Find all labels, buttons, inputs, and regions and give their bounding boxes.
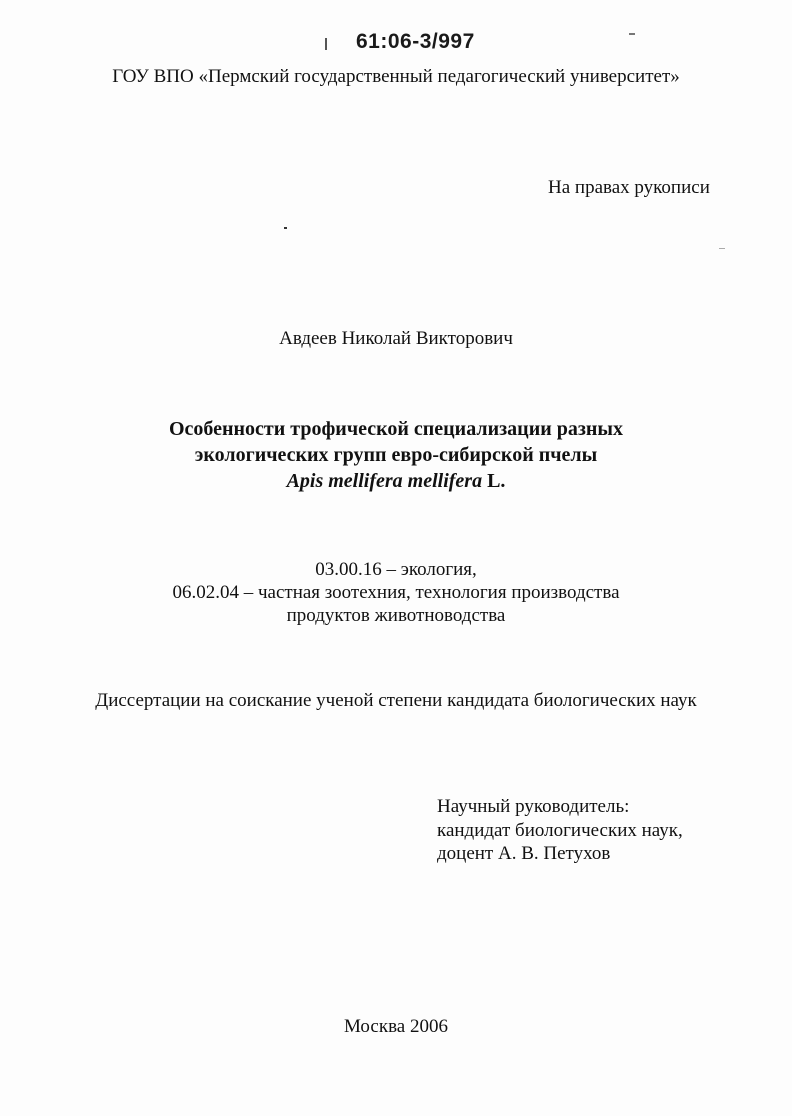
scan-artifact-dot: [284, 227, 287, 229]
rights-note: На правах рукописи: [548, 177, 710, 198]
supervisor-name: доцент А. В. Петухов: [437, 843, 611, 864]
organization-name: ГОУ ВПО «Пермский государственный педагогический университет»: [112, 66, 680, 87]
city-year: Москва 2006: [344, 1016, 448, 1037]
species-name-italic: Apis mellifera mellifera: [286, 470, 483, 492]
archive-code-stamp: 61:06-3/997: [356, 30, 475, 53]
scan-artifact-mark: [629, 33, 635, 35]
thesis-title-line-2: экологических групп евро-сибирской пчелы: [194, 444, 598, 466]
species-authority: L.: [482, 470, 506, 492]
supervisor-degree: кандидат биологических наук,: [437, 820, 683, 841]
specialty-line-2: 06.02.04 – частная зоотехния, технология производства: [172, 582, 620, 603]
scan-artifact-dash: [719, 248, 725, 249]
author-name: Авдеев Николай Викторович: [279, 328, 513, 349]
thesis-title-line-3: [0, 470, 792, 493]
supervisor-heading: Научный руководитель:: [437, 796, 630, 817]
thesis-title-line-1: Особенности трофической специализации разных: [168, 418, 624, 440]
specialty-line-3: продуктов животноводства: [286, 605, 506, 626]
scan-artifact-tick: [325, 38, 327, 50]
specialty-line-1: 03.00.16 – экология,: [315, 559, 477, 580]
degree-statement: Диссертации на соискание ученой степени кандидата биологических наук: [95, 690, 697, 711]
